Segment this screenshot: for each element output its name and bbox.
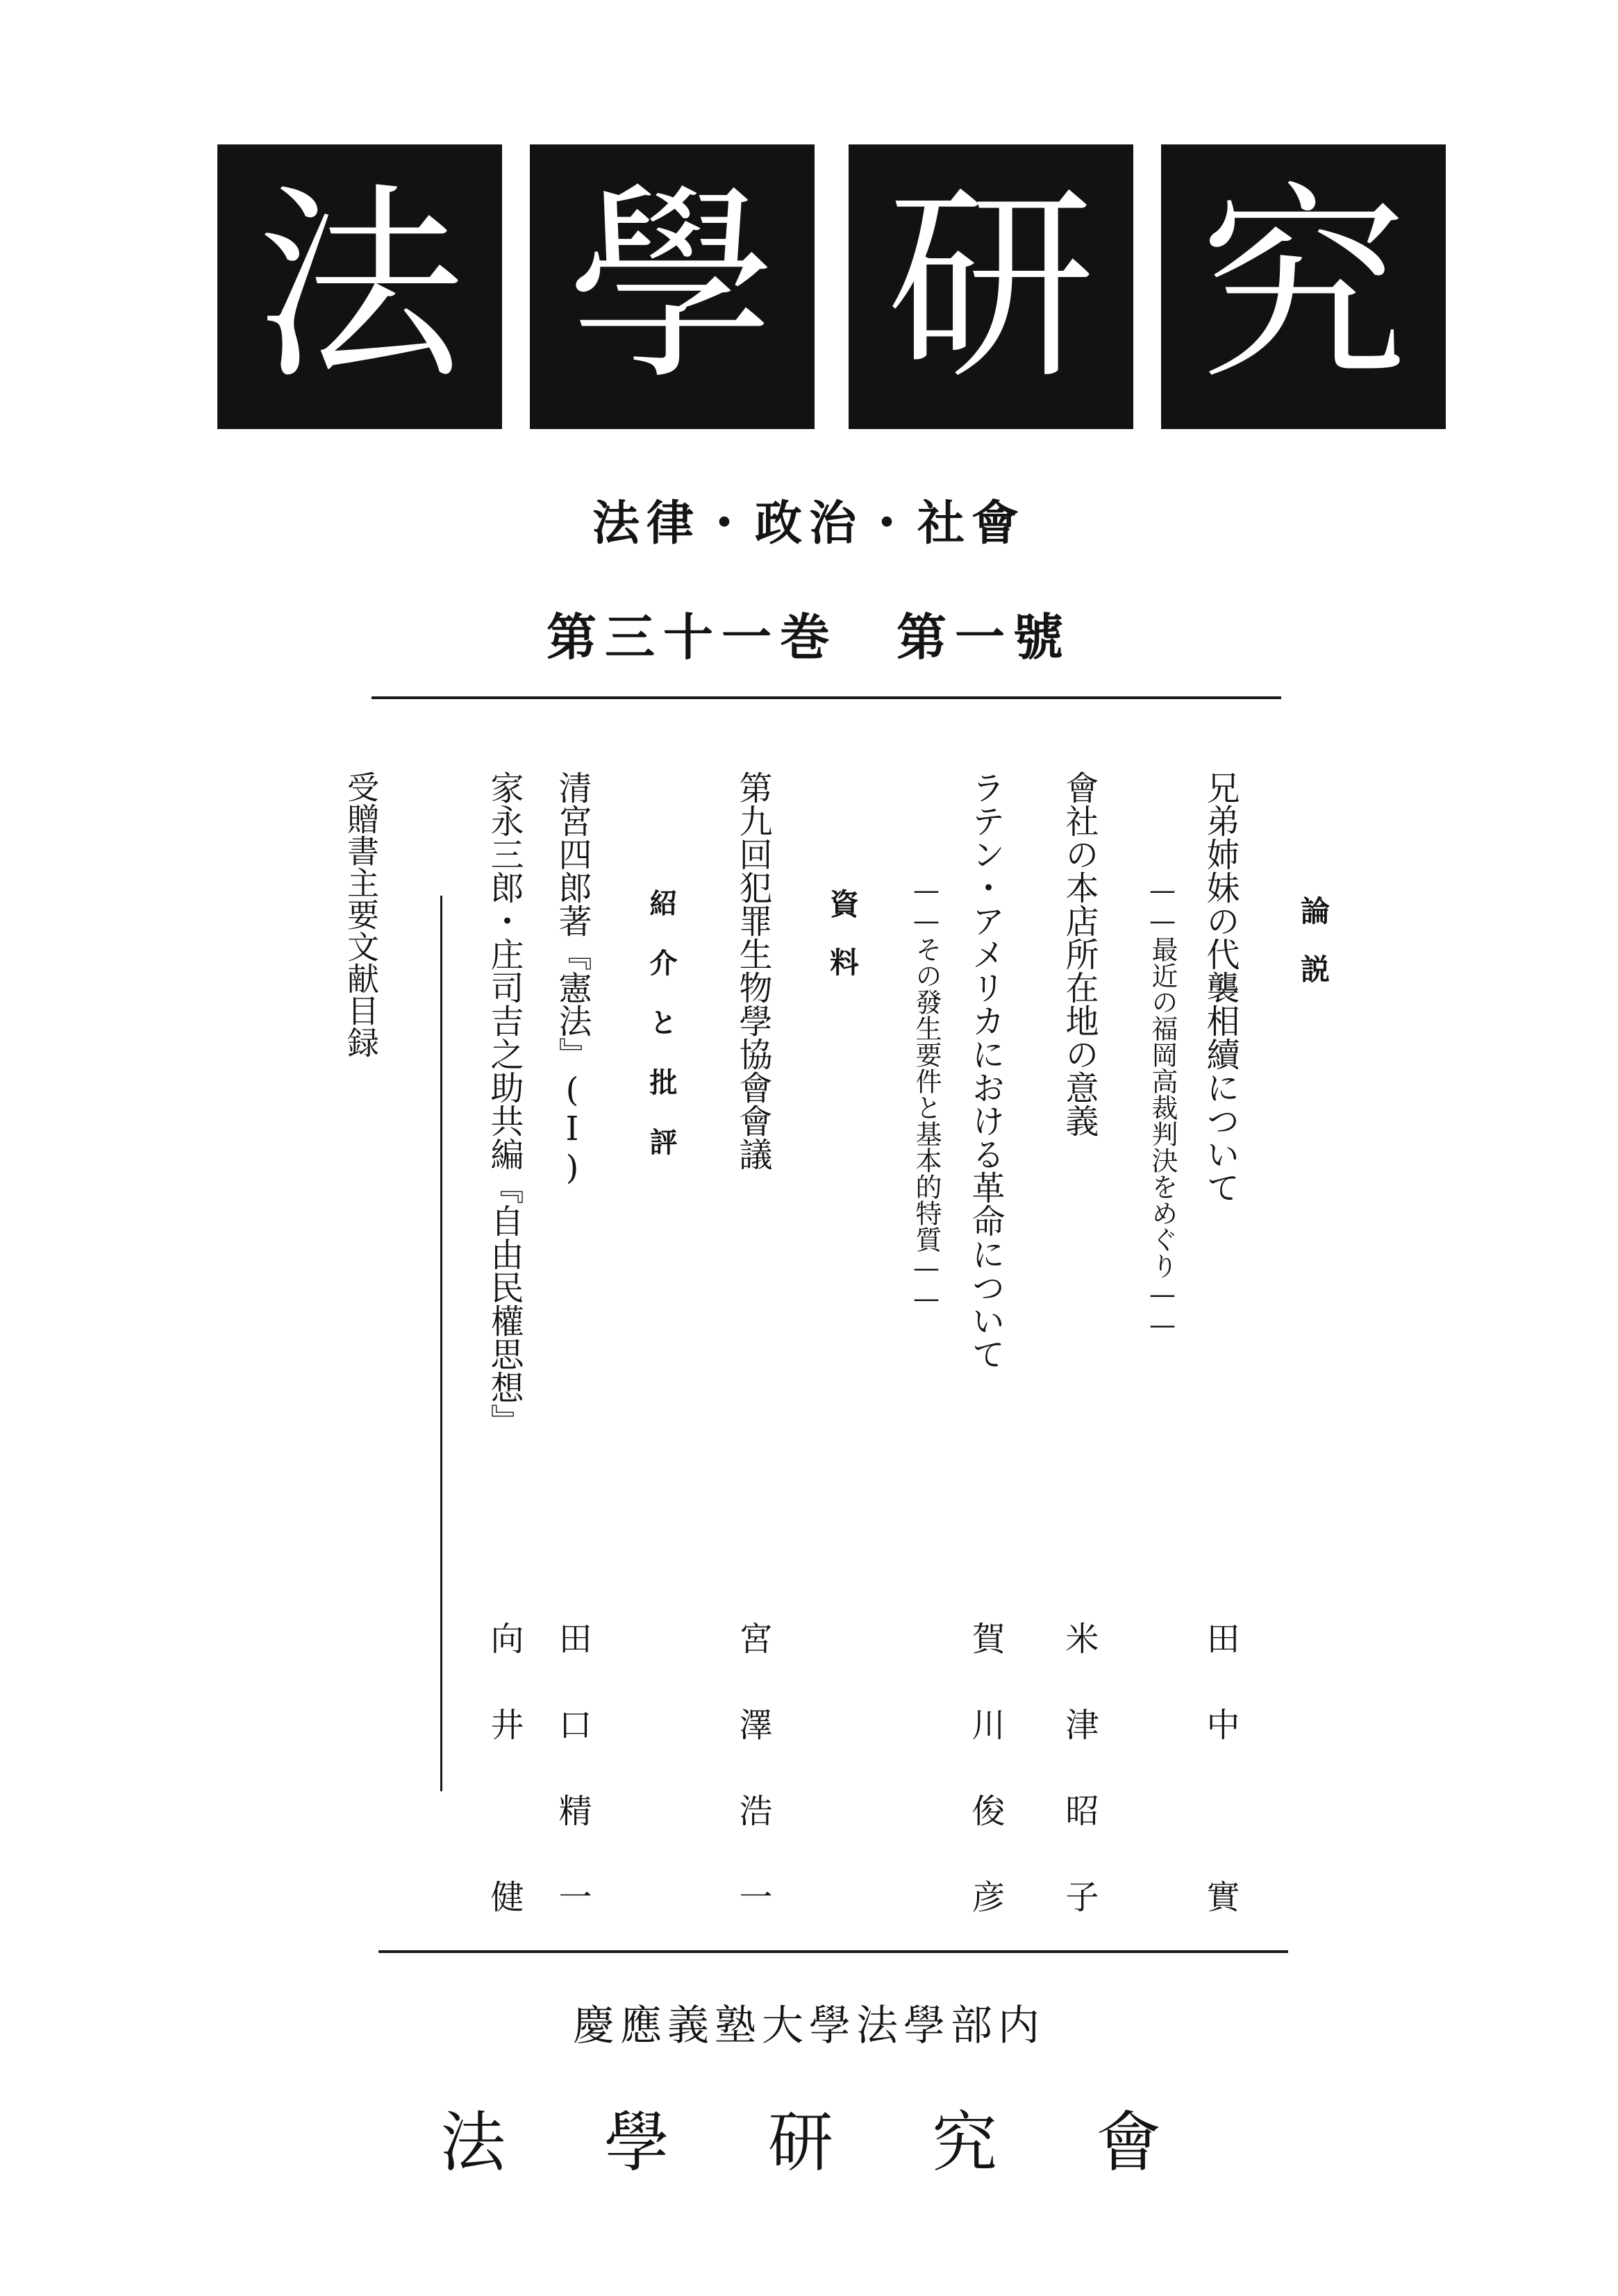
article-3-subtitle: ——その發生要件と基本的特質—— [911,875,942,1314]
article-3-author [966,1621,1005,1913]
article-1-subtitle: ——最近の福岡高裁判決をめぐり—— [1147,875,1178,1340]
publisher-affiliation: 慶應義塾大學法學部内 [573,2002,1045,2050]
author-char: 健 [485,1879,524,1913]
author-char: 實 [1201,1879,1240,1913]
journal-subtitle: 法律・政治・社會 [592,496,1026,551]
author-char: 井 [485,1707,524,1741]
bottom-rule [378,1950,1288,1953]
article-6-author [485,1621,524,1913]
article-4-author [733,1621,772,1913]
author-char: 一 [553,1879,592,1913]
author-char: 宮 [733,1621,772,1654]
author-char: 精 [553,1793,592,1827]
article-5-author [553,1621,592,1913]
author-char: 一 [733,1879,772,1913]
author-char: 川 [966,1707,1005,1741]
publisher-name: 法 學 研 究 會 [440,2105,1178,2181]
masthead-char-3: 研 [849,144,1133,429]
received-books-list: 受贈書主要文献目録 [342,771,380,1058]
author-char: 俊 [966,1793,1005,1827]
article-5-title: 清宮四郎著『憲法』(Ⅰ) [553,771,592,1187]
article-1-author [1201,1621,1240,1913]
article-2-title: 會社の本店所在地の意義 [1060,771,1099,1137]
masthead-char-1: 法 [217,144,502,429]
author-char: 田 [1201,1621,1240,1654]
article-2-author [1060,1621,1099,1913]
author-char: 澤 [733,1707,772,1741]
author-char [1203,1793,1237,1827]
author-char: 津 [1060,1707,1099,1741]
author-char: 彦 [966,1879,1005,1913]
author-char: 向 [485,1621,524,1654]
article-4-title: 第九回犯罪生物學協會會議 [733,771,772,1171]
section-divider [440,896,442,1791]
author-char: 昭 [1060,1793,1099,1827]
article-6-title: 家永三郎・庄司吉之助共編『自由民權思想』 [485,771,524,1437]
author-char: 田 [553,1621,592,1654]
author-char: 浩 [733,1793,772,1827]
author-char: 中 [1201,1707,1240,1741]
masthead-char-2: 學 [530,144,815,429]
article-3-title: ラテン・アメリカにおける革命について [966,771,1005,1371]
masthead-char-4: 究 [1161,144,1446,429]
article-1-title: 兄弟姉妹の代襲相續について [1201,771,1240,1204]
section-shokai-to-hihyo: 紹 介 と 批 評 [645,889,677,1155]
section-shiryo: 資 料 [826,889,860,976]
author-char [487,1793,521,1827]
author-char: 米 [1060,1621,1099,1654]
issue-number: 第三十一巻 第一號 [546,608,1071,667]
author-char: 子 [1060,1879,1099,1913]
author-char: 賀 [966,1621,1005,1654]
section-ronsetsu: 論 説 [1296,896,1331,983]
top-rule [372,696,1281,699]
author-char: 口 [553,1707,592,1741]
